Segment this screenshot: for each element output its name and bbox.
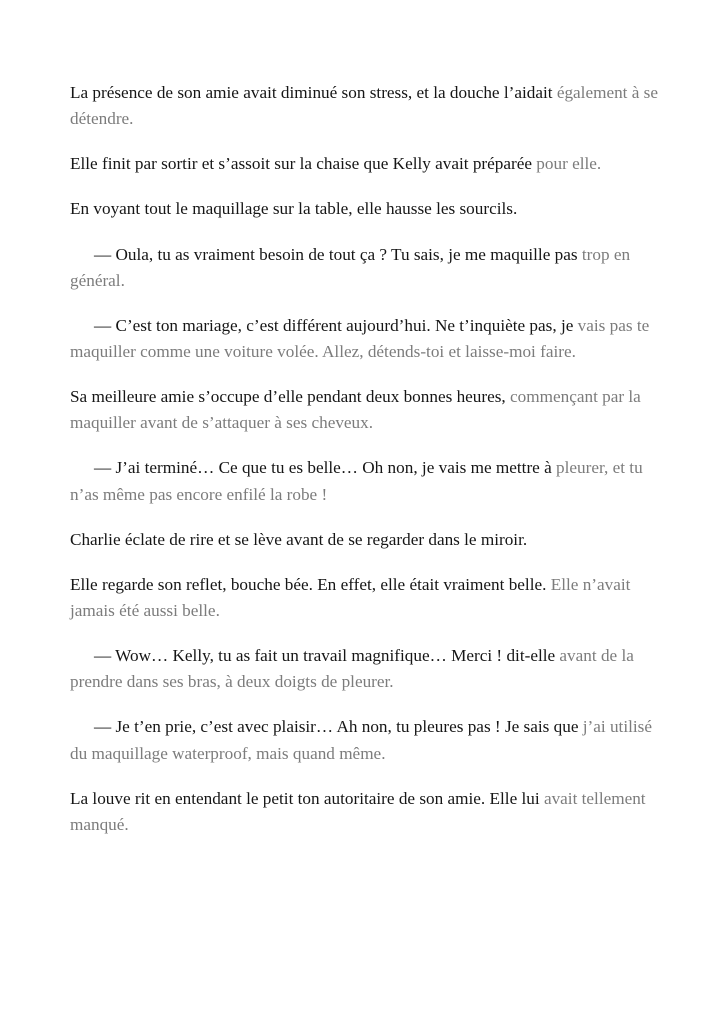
paragraph [70,80,669,132]
paragraph [70,643,669,695]
paragraph-continuation: avait tellement manqué. [70,788,646,834]
paragraph-continuation: pour elle. [536,154,602,174]
paragraph-continuation: vais pas te maquiller comme une voiture volée. Allez, détends-toi et laisse-moi faire. [70,315,650,361]
paragraph-lead-line: — C’est ton mariage, c’est différent aujourd’hui. Ne t’inquiète pas, je [94,315,574,335]
paragraph-continuation: trop en général. [70,244,631,290]
paragraph-lead-line: Elle regarde son reflet, bouche bée. En effet, elle était vraiment belle. [70,574,547,594]
document-body [70,80,669,838]
paragraph-continuation: pleurer, et tu n’as même pas encore enfilé la robe ! [70,458,643,504]
paragraph-continuation: avant de la prendre dans ses bras, à deux doigts de pleurer. [70,646,634,692]
paragraph-lead-line: En voyant tout le maquillage sur la table, elle hausse les sourcils. [70,199,518,219]
paragraph-lead-line: — Oula, tu as vraiment besoin de tout ça ? Tu sais, je me maquille pas [94,244,578,264]
paragraph [70,455,669,507]
paragraph-continuation: j’ai utilisé du maquillage waterproof, mais quand même. [70,717,652,763]
paragraph [70,242,669,294]
paragraph [70,714,669,766]
paragraph [70,313,669,365]
paragraph-lead-line: Elle finit par sortir et s’assoit sur la chaise que Kelly avait préparée [70,154,532,174]
paragraph [70,572,669,624]
paragraph [70,786,669,838]
paragraph-lead-line: Sa meilleure amie s’occupe d’elle pendant deux bonnes heures, [70,387,506,407]
paragraph-lead-line: — J’ai terminé… Ce que tu es belle… Oh non, je vais me mettre à [94,458,552,478]
paragraph [70,384,669,436]
paragraph-continuation: commençant par la maquiller avant de s’attaquer à ses cheveux. [70,387,641,433]
paragraph [70,527,669,553]
paragraph-continuation: également à se détendre. [70,83,658,129]
paragraph-lead-line: La louve rit en entendant le petit ton autoritaire de son amie. Elle lui [70,788,540,808]
paragraph-lead-line: La présence de son amie avait diminué son stress, et la douche l’aidait [70,83,553,102]
paragraph [70,196,669,222]
paragraph-lead-line: — Je t’en prie, c’est avec plaisir… Ah non, tu pleures pas ! Je sais que [94,717,579,737]
paragraph-lead-line: — Wow… Kelly, tu as fait un travail magnifique… Merci ! dit-elle [94,646,556,666]
paragraph-continuation: Elle n’avait jamais été aussi belle. [70,574,631,620]
paragraph-lead-line: Charlie éclate de rire et se lève avant de se regarder dans le miroir. [70,529,528,549]
paragraph [70,151,669,177]
